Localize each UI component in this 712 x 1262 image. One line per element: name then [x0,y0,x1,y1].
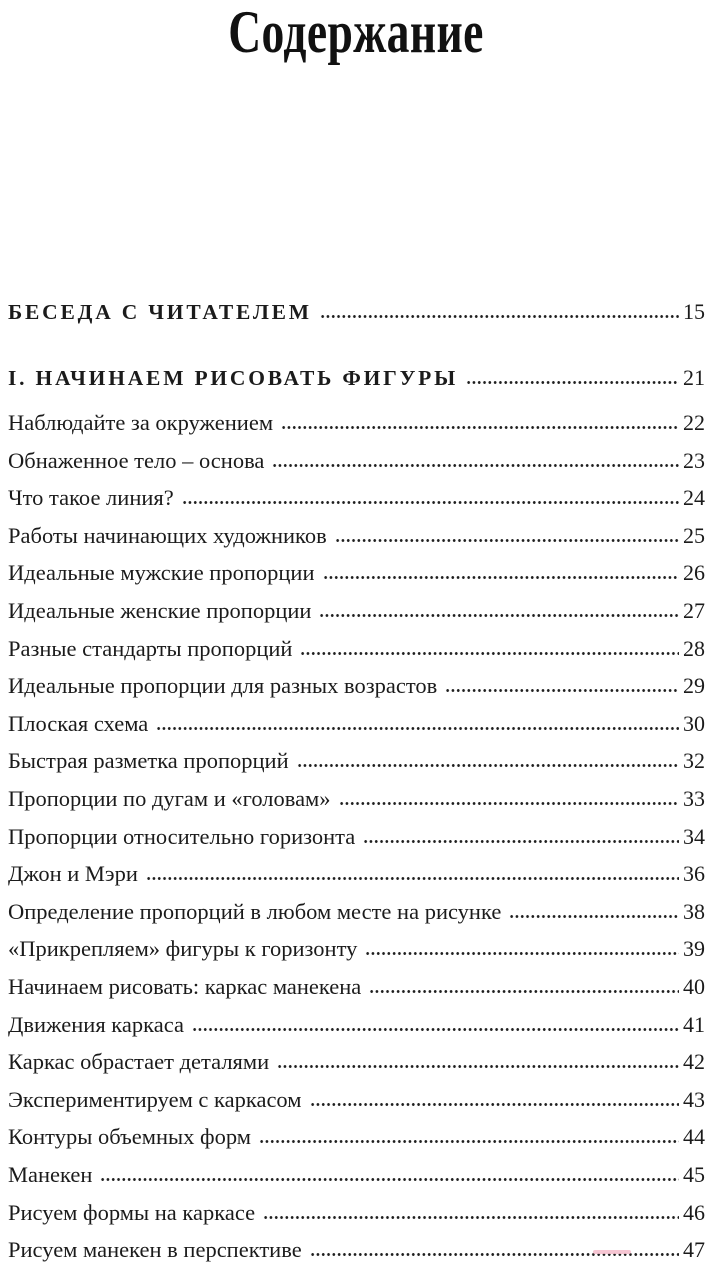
toc-row-entry [8,524,705,547]
toc-leader-dots [509,914,679,919]
toc-page-number: 46 [683,1199,705,1225]
toc-entry-label: Манекен [8,1162,93,1187]
toc-page-number: 25 [683,522,705,548]
toc-row-entry [8,411,705,434]
toc-leader-dots [363,839,679,844]
toc-leader-dots [300,651,679,656]
toc-entry-label: Рисуем формы на каркасе [8,1199,256,1225]
toc-row-entry [8,937,705,960]
toc-row-entry [8,561,705,584]
toc-entry-label: Обнаженное тело – основа [8,447,265,473]
toc-entry-label: Разные стандарты пропорций [8,635,293,661]
toc-page-number: 43 [683,1086,705,1112]
toc-page-number: 30 [683,710,705,736]
toc-entry-label: Идеальные женские пропорции [8,598,312,623]
toc-leader-dots [445,688,679,693]
toc-leader-dots [281,425,679,430]
toc-leader-dots [297,763,679,768]
toc-entry-label: «Прикрепляем» фигуры к горизонту [8,936,358,962]
toc-entry-label: Пропорции относительно горизонта [8,823,356,849]
toc-row-entry [8,1013,705,1036]
toc-leader-dots [319,613,679,618]
toc-page-number: 22 [683,410,705,435]
toc-leader-dots [310,1102,680,1107]
toc-row-entry [8,975,705,998]
toc-row-entry [8,637,705,660]
toc-page-number: 38 [683,898,705,924]
toc-entry-label: Пропорции по дугам и «головам» [8,786,331,811]
toc-page-number: 21 [683,365,705,390]
toc-row-entry [8,787,705,810]
toc-row-entry [8,900,705,923]
toc-entry-label: Работы начинающих художников [8,522,327,548]
toc-page-number: 34 [683,823,705,849]
toc-row-entry [8,449,705,472]
toc-row-entry [8,1050,705,1073]
toc-row-chapter [8,300,705,323]
toc-row-section [8,366,705,389]
toc-page-number: 15 [683,299,705,324]
toc-entry-label: Экспериментируем с каркасом [8,1086,302,1112]
toc-row-entry [8,712,705,735]
page-title: Содержание [228,0,484,65]
toc-leader-dots [277,1064,679,1069]
toc-entry-label: Определение пропорций в любом месте на рисунке [8,898,502,924]
toc-entry-label: Движения каркаса [8,1011,184,1037]
toc-entry-label: Наблюдайте за окружением [8,410,274,435]
toc-page-number: 47 [683,1237,705,1262]
toc-entry-label: I. НАЧИНАЕМ РИСОВАТЬ ФИГУРЫ [8,366,459,390]
pink-scan-artifact [593,1250,631,1254]
toc-row-entry [8,1201,705,1224]
toc-leader-dots [339,801,679,806]
toc-page-number: 36 [683,861,705,887]
toc-leader-dots [259,1139,679,1144]
toc-row-entry [8,486,705,509]
toc-page-number: 39 [683,936,705,962]
toc-leader-dots [263,1215,679,1220]
toc-leader-dots [146,876,679,881]
toc-row-entry [8,1125,705,1148]
toc-page-number: 28 [683,635,705,661]
toc-row-entry [8,749,705,772]
toc-row-entry [8,599,705,622]
toc-leader-dots [323,575,679,580]
toc-page-number: 32 [683,748,705,774]
toc-leader-dots [365,951,679,956]
toc-entry-label: Быстрая разметка пропорций [8,748,289,774]
toc-row-entry [8,1088,705,1111]
toc-leader-dots [182,500,679,505]
toc-entry-label: Плоская схема [8,710,149,736]
toc-row-entry [8,674,705,697]
toc-entry-label: Что такое линия? [8,485,174,511]
toc-entry-label: Начинаем рисовать: каркас манекена [8,974,362,999]
toc-leader-dots [466,380,679,385]
toc-leader-dots [369,989,679,994]
toc-entry-label: Каркас обрастает деталями [8,1049,270,1075]
toc-leader-dots [100,1177,679,1182]
toc-page-number: 29 [683,673,705,699]
toc-leader-dots [335,538,679,543]
toc-page-number: 33 [683,786,705,811]
toc-page-number: 42 [683,1049,705,1075]
toc-page-number: 44 [683,1124,705,1150]
toc-page-number: 41 [683,1011,705,1037]
toc-row-entry [8,825,705,848]
toc-entry-label: Идеальные мужские пропорции [8,560,315,586]
toc-page-number: 40 [683,974,705,999]
toc-leader-dots [320,314,679,319]
toc-page-number: 23 [683,447,705,473]
toc-entry-label: Идеальные пропорции для разных возрастов [8,673,438,699]
toc-leader-dots [272,463,679,468]
toc-row-entry [8,862,705,885]
toc-page-number: 27 [683,598,705,623]
toc-row-entry [8,1163,705,1186]
toc-entry-label: БЕСЕДА С ЧИТАТЕЛЕМ [8,300,312,324]
toc-page-number: 26 [683,560,705,586]
toc-entry-label: Рисуем манекен в перспективе [8,1237,302,1262]
toc-entry-label: Контуры объемных форм [8,1124,251,1150]
toc-page-number: 45 [683,1162,705,1187]
toc-entry-label: Джон и Мэри [8,861,138,887]
toc-leader-dots [156,726,679,731]
toc-page-number: 24 [683,485,705,511]
toc-leader-dots [192,1027,679,1032]
